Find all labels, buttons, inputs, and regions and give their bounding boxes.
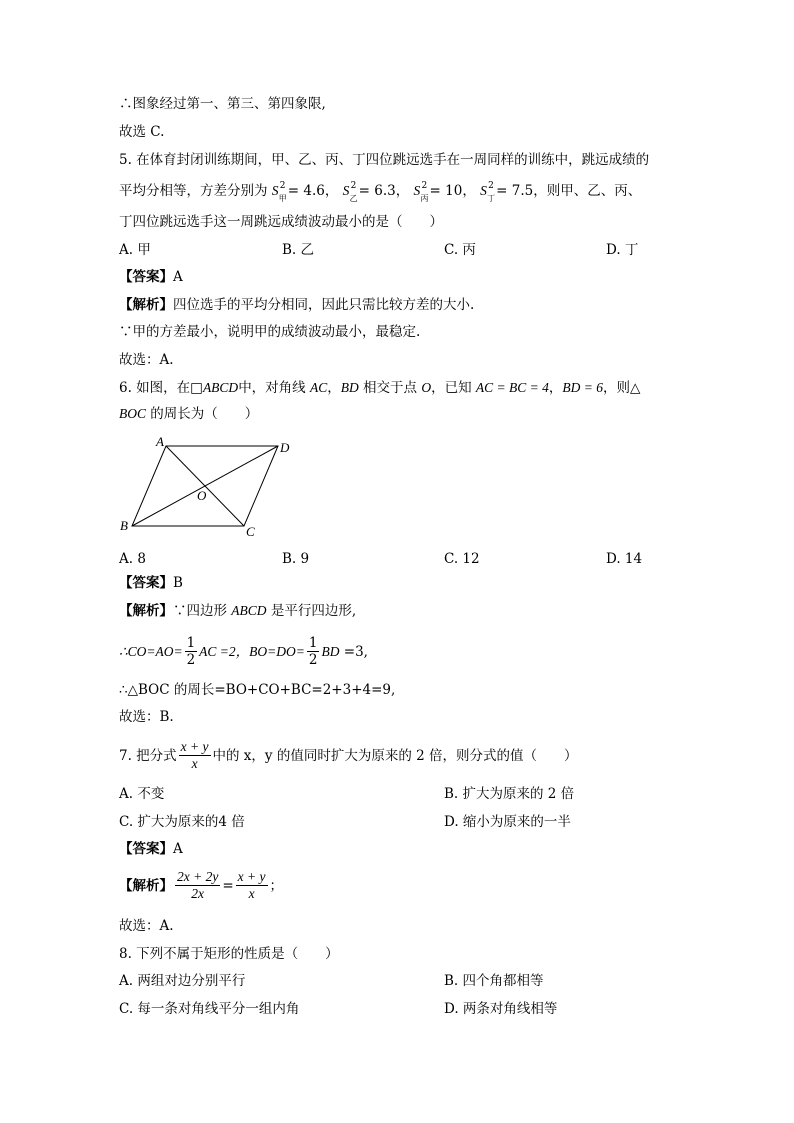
q7-option-a: A. 不变 — [119, 786, 165, 802]
q5-option-b: B. 乙 — [282, 242, 315, 258]
q8-option-d: D. 两条对角线相等 — [444, 1001, 558, 1017]
q5-answer: 【答案】A — [119, 269, 183, 285]
q5-stem-line2: 平均分相等，方差分别为 S 2 甲 = 4.6， S 2 乙 = 6.3， S 2 丙 = 10， S 2 丁 = 7.5，则甲、乙、丙、 — [119, 181, 642, 203]
q5-stem-line1: 5. 在体育封闭训练期间，甲、乙、丙、丁四位跳远选手在一周同样的训练中，跳远成绩的 — [119, 152, 650, 168]
q7-stem: 7. 把分式 $\frac{x + y}{x}$ 中的 x，y 的值同时扩大为原来的 2 倍，则分式的值（ ） — [119, 739, 578, 771]
q5-analysis: 【解析】四位选手的平均分相同，因此只需比较方差的大小. — [119, 297, 475, 313]
q8-option-a: A. 两组对边分别平行 — [119, 973, 246, 989]
q6-option-b: B. 9 — [282, 551, 310, 567]
diagonal-bd — [132, 446, 278, 526]
parallelogram-figure — [112, 432, 302, 544]
q6-analysis: 【解析】∵四边形 ABCD 是平行四边形, — [119, 603, 357, 619]
vertex-label-b: B — [120, 518, 128, 533]
q7-answer: 【答案】A — [119, 841, 183, 857]
q7-option-d: D. 缩小为原来的一半 — [444, 814, 571, 830]
q7-option-c: C. 扩大为原来的4 倍 — [119, 814, 245, 830]
q5-choose: 故选：A. — [119, 352, 174, 368]
q5-option-d: D. 丁 — [606, 242, 639, 258]
q6-stem-line1: 6. 如图，在□ABCD中，对角线 AC，BD 相交于点 O，已知 AC = BC = 4，BD = 6，则△ — [119, 380, 641, 396]
q7-choose: 故选：A. — [119, 918, 174, 934]
center-label-o: O — [197, 488, 207, 503]
q5-option-c: C. 丙 — [444, 242, 476, 258]
q6-option-d: D. 14 — [606, 551, 643, 567]
q6-stem-line2: BOC 的周长为（ ） — [119, 406, 259, 422]
q7-option-b: B. 扩大为原来的 2 倍 — [444, 786, 575, 802]
vertex-label-d: D — [280, 440, 290, 455]
q6-option-a: A. 8 — [119, 551, 146, 567]
q5-reason: ∵甲的方差最小，说明甲的成绩波动最小，最稳定. — [119, 324, 421, 340]
vertex-label-a: A — [156, 434, 164, 449]
fraction-half-2: $\frac{1}{2}$ — [308, 635, 318, 668]
q8-stem: 8. 下列不属于矩形的性质是（ ） — [119, 946, 339, 962]
fraction-x-plus-y-over-x-2: $\frac{x + y}{x}$ — [237, 869, 266, 901]
fraction-2x-plus-2y-over-2x: $\frac{2x + 2y}{2x}$ — [177, 869, 219, 901]
q4-choose: 故选 C. — [119, 124, 165, 140]
q8-option-b: B. 四个角都相等 — [444, 973, 544, 989]
vertex-label-c: C — [246, 524, 255, 539]
q6-option-c: C. 12 — [444, 551, 480, 567]
q6-analysis-line2: ∴CO=AO= $\frac{1}{2}$ AC =2，BO=DO= $\frac{1}{2}$ BD =3, — [119, 635, 368, 668]
q6-answer: 【答案】B — [119, 575, 183, 591]
q6-choose: 故选：B. — [119, 709, 174, 725]
q5-option-a: A. 甲 — [119, 242, 151, 258]
q8-option-c: C. 每一条对角线平分一组内角 — [119, 1001, 300, 1017]
q7-analysis: 【解析】 $\frac{2x + 2y}{2x}$ = $\frac{x + y}{x}$ ； — [119, 869, 283, 901]
q6-analysis-line3: ∴△BOC 的周长=BO+CO+BC=2+3+4=9, — [119, 682, 396, 698]
fraction-x-plus-y-over-x: $\frac{x + y}{x}$ — [180, 739, 209, 771]
fraction-half-1: $\frac{1}{2}$ — [186, 635, 196, 668]
q5-stem-line3: 丁四位跳远选手这一周跳远成绩波动最小的是（ ） — [119, 214, 443, 230]
q4-conclusion: ∴图象经过第一、第三、第四象限, — [119, 96, 326, 112]
